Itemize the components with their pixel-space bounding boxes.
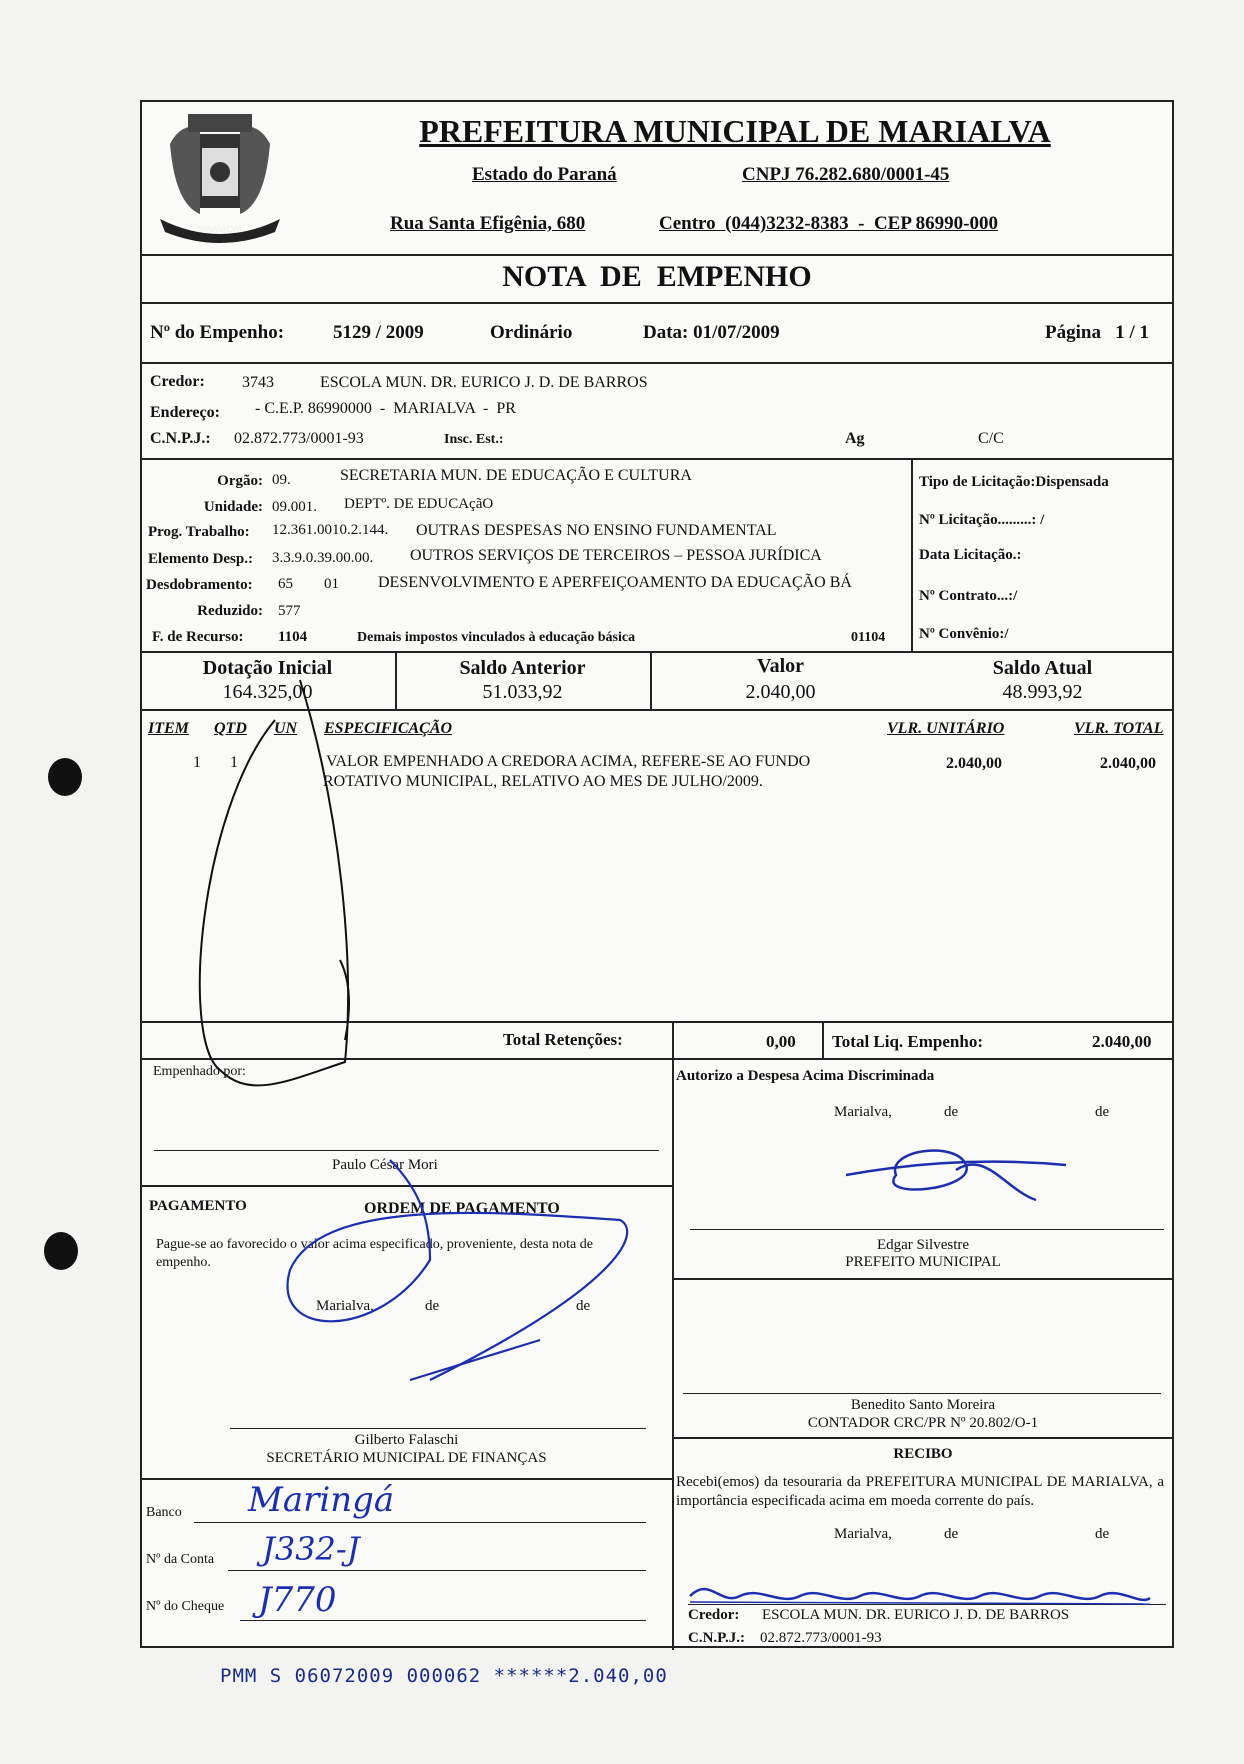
col-valor-unitario: VLR. UNITÁRIO (887, 720, 1005, 737)
contador-role: CONTADOR CRC/PR Nº 20.802/O-1 (807, 1415, 1039, 1431)
orgao-label: Orgão: (217, 473, 263, 489)
cnpj-value: 02.872.773/0001-93 (234, 430, 364, 447)
pagamento-name: Gilberto Falaschi (354, 1432, 459, 1448)
empenho-number: 5129 / 2009 (333, 322, 424, 343)
contador-name: Benedito Santo Moreira (850, 1397, 996, 1413)
desdobramento-b: 01 (324, 576, 339, 592)
cnpj-label: C.N.P.J.: (150, 430, 211, 447)
orgao-value: SECRETARIA MUN. DE EDUCAÇÃO E CULTURA (340, 467, 692, 484)
total-liquido-label: Total Liq. Empenho: (832, 1032, 983, 1051)
col-item: ITEM (148, 720, 189, 737)
cheque-value: J770 (258, 1580, 337, 1620)
recibo-de2: de (1095, 1526, 1110, 1542)
credor-code: 3743 (242, 374, 274, 391)
recibo-place: Marialva, (834, 1526, 892, 1542)
reduzido-value: 577 (278, 603, 301, 619)
elemento-code: 3.3.9.0.39.00.00. (272, 550, 374, 566)
item-qty: 1 (230, 754, 238, 771)
autorizo-de1: de (944, 1104, 959, 1120)
recibo-label: RECIBO (893, 1446, 953, 1462)
mayor-signature (836, 1140, 1136, 1220)
pagamento-de1: de (425, 1298, 440, 1314)
contact-label: Centro (044)3232-8383 - CEP 86990-000 (659, 213, 998, 234)
autorizo-place: Marialva, (834, 1104, 892, 1120)
item-spec-line1: VALOR EMPENHADO A CREDORA ACIMA, REFERE-SE AO FUNDO (326, 753, 811, 770)
recurso-value: Demais impostos vinculados à educação básica (357, 630, 636, 645)
municipality-title: PREFEITURA MUNICIPAL DE MARIALVA (419, 113, 1051, 149)
item-number: 1 (193, 754, 201, 771)
orgao-code: 09. (272, 472, 291, 488)
col-especificacao: ESPECIFICAÇÃO (324, 720, 453, 737)
address-label: Rua Santa Efigênia, 680 (390, 213, 586, 234)
recurso-right-code: 01104 (851, 630, 886, 645)
endereco-label: Endereço: (150, 404, 220, 421)
endereco-value: - C.E.P. 86990000 - MARIALVA - PR (255, 400, 516, 417)
prog-trabalho-value: OUTRAS DESPESAS NO ENSINO FUNDAMENTAL (416, 522, 777, 539)
pagamento-de2: de (576, 1298, 591, 1314)
recibo-credor-name: ESCOLA MUN. DR. EURICO J. D. DE BARROS (762, 1607, 1070, 1623)
empenho-type: Ordinário (490, 322, 573, 343)
dotacao-inicial-label: Dotação Inicial (202, 657, 333, 679)
svg-text:MARIALVA: MARIALVA (197, 225, 243, 235)
saldo-anterior-value: 51.033,92 (482, 681, 563, 703)
ordem-pagamento-label: ORDEM DE PAGAMENTO (364, 1200, 560, 1217)
recibo-text: Recebi(emos) da tesouraria da PREFEITURA MUNICIPAL DE MARIALVA, a importância especificada acima em moeda corrente do país. (676, 1474, 1164, 1509)
document-title: NOTA DE EMPENHO (502, 260, 812, 293)
cheque-label: Nº do Cheque (146, 1599, 225, 1614)
desdobramento-label: Desdobramento: (146, 577, 253, 593)
reduzido-label: Reduzido: (197, 603, 263, 619)
autorizo-de2: de (1095, 1104, 1110, 1120)
empenhado-por-label: Empenhado por: (153, 1064, 246, 1079)
banco-label: Banco (146, 1505, 182, 1520)
valor-value: 2.040,00 (745, 681, 816, 703)
coat-of-arms-logo (150, 104, 290, 252)
conta-value: J332-J (262, 1530, 360, 1568)
insc-est-label: Insc. Est.: (444, 432, 504, 447)
numero-contrato: Nº Contrato...:/ (919, 588, 1018, 604)
saldo-atual-value: 48.993,92 (1002, 681, 1083, 703)
banco-value: Maringá (248, 1480, 395, 1520)
state-label: Estado do Paraná (472, 164, 617, 185)
ag-label: Ag (845, 430, 865, 447)
autorizo-role: PREFEITO MUNICIPAL (845, 1254, 1001, 1270)
autorizo-label: Autorizo a Despesa Acima Discriminada (676, 1068, 935, 1084)
numero-convenio: Nº Convênio:/ (919, 626, 1009, 642)
pagamento-place: Marialva, (316, 1298, 374, 1314)
item-spec-line2: ROTATIVO MUNICIPAL, RELATIVO AO MES DE JULHO/2009. (323, 773, 763, 790)
elemento-label: Elemento Desp.: (148, 551, 253, 567)
saldo-anterior-label: Saldo Anterior (459, 657, 586, 679)
total-liquido-value: 2.040,00 (1092, 1032, 1152, 1051)
punch-hole (48, 758, 82, 796)
recibo-cnpj-label: C.N.P.J.: (688, 1630, 745, 1646)
unidade-label: Unidade: (203, 499, 263, 515)
total-retencoes-label: Total Retenções: (503, 1030, 623, 1049)
dotacao-inicial-value: 164.325,00 (222, 681, 313, 703)
approval-signature (180, 660, 680, 1420)
numero-licitacao: Nº Licitação.........: / (919, 512, 1045, 528)
prog-trabalho-label: Prog. Trabalho: (148, 524, 250, 540)
pagamento-role: SECRETÁRIO MUNICIPAL DE FINANÇAS (266, 1450, 547, 1466)
recibo-credor-label: Credor: (688, 1607, 740, 1623)
unidade-code: 09.001. (272, 499, 317, 515)
elemento-value: OUTROS SERVIÇOS DE TERCEIROS – PESSOA JURÍDICA (410, 547, 822, 564)
empenho-number-label: Nº do Empenho: (150, 322, 285, 343)
col-valor-total: VLR. TOTAL (1074, 720, 1164, 737)
punch-hole (44, 1232, 78, 1270)
cc-label: C/C (978, 430, 1004, 447)
conta-label: Nº da Conta (146, 1552, 215, 1567)
col-qtd: QTD (214, 720, 247, 737)
credor-name: ESCOLA MUN. DR. EURICO J. D. DE BARROS (320, 374, 648, 391)
prog-trabalho-code: 12.361.0010.2.144. (272, 522, 389, 538)
pagamento-text: Pague-se ao favorecido o valor acima especificado, proveniente, desta nota de empenho. (156, 1237, 593, 1270)
total-retencoes-value: 0,00 (766, 1032, 796, 1051)
desdobramento-value: DESENVOLVIMENTO E APERFEIÇOAMENTO DA EDUCAÇÃO BÁ (378, 574, 852, 591)
empenhado-por-name: Paulo César Mori (332, 1157, 438, 1173)
item-unit-value: 2.040,00 (946, 755, 1002, 772)
empenho-date: Data: 01/07/2009 (643, 322, 780, 343)
valor-label: Valor (756, 655, 805, 677)
pagamento-label: PAGAMENTO (149, 1198, 247, 1214)
desdobramento-a: 65 (278, 576, 293, 592)
data-licitacao: Data Licitação.: (919, 547, 1022, 563)
unidade-value: DEPTº. DE EDUCAçãO (344, 496, 494, 512)
item-total-value: 2.040,00 (1100, 755, 1156, 772)
recibo-cnpj-value: 02.872.773/0001-93 (760, 1630, 882, 1646)
col-un: UN (274, 720, 298, 737)
validation-stamp: PMM S 06072009 000062 ******2.040,00 (220, 1665, 668, 1687)
saldo-atual-label: Saldo Atual (992, 657, 1093, 679)
recurso-code: 1104 (278, 629, 308, 645)
autorizo-name: Edgar Silvestre (876, 1237, 970, 1253)
credor-label: Credor: (150, 373, 205, 390)
cnpj-header: CNPJ 76.282.680/0001-45 (742, 164, 950, 185)
recibo-de1: de (944, 1526, 959, 1542)
tipo-licitacao: Tipo de Licitação:Dispensada (919, 474, 1109, 490)
page-number: Página 1 / 1 (1045, 322, 1149, 343)
recurso-label: F. de Recurso: (152, 629, 244, 645)
